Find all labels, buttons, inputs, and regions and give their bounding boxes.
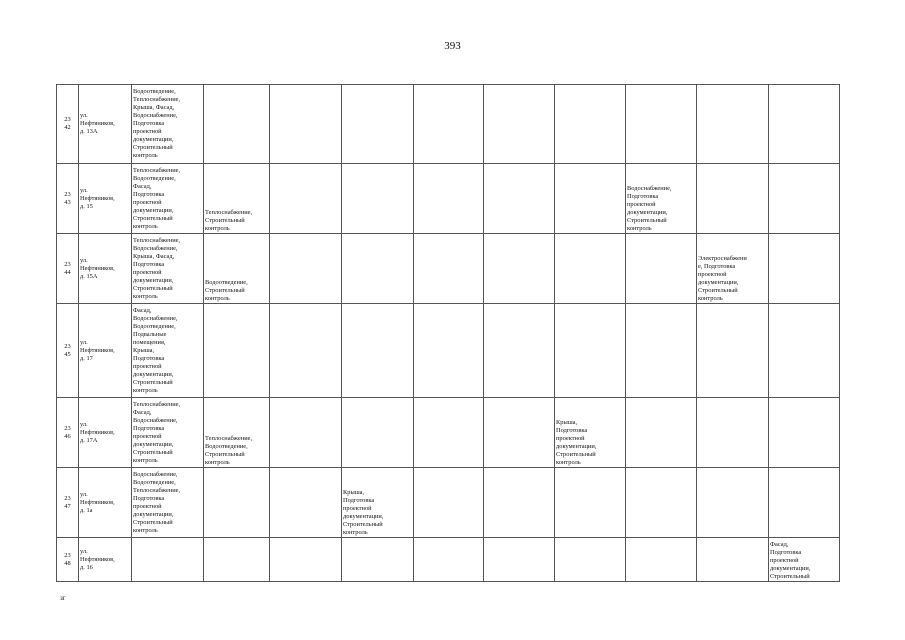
- address-text: ул. Нефтяников, д. 1а: [80, 490, 115, 514]
- work-cell: [414, 398, 484, 468]
- work-cell: [697, 398, 769, 468]
- work-cell: [769, 398, 840, 468]
- address-text: ул. Нефтяников, д. 17: [80, 338, 115, 362]
- table-row: [57, 164, 840, 234]
- work-cell: [270, 164, 342, 234]
- work-list-text: Теплоснабжение, Водоснабжение, Крыша, Фасад, Подготовка проектной документации, Строительный контроль: [133, 236, 181, 300]
- address-text: ул. Нефтяников, д. 15: [80, 186, 115, 210]
- work-cell: [484, 398, 555, 468]
- table-row: [57, 234, 840, 304]
- work-cell: [342, 234, 414, 304]
- table-row: [57, 398, 840, 468]
- work-cell: [769, 85, 840, 164]
- work-cell: [204, 234, 270, 304]
- table-row: [57, 304, 840, 398]
- work-cell: [342, 164, 414, 234]
- work-cell: [132, 164, 204, 234]
- work-cell: [414, 538, 484, 582]
- work-cell: [555, 468, 626, 538]
- row-number: 23 45: [64, 342, 71, 358]
- work-cell: [697, 85, 769, 164]
- work-cell: [204, 304, 270, 398]
- work-cell: [204, 538, 270, 582]
- work-list-text: Водоотведение, Теплоснабжение, Крыша, Фасад, Водоснабжение, Подготовка проектной документации, Строительный контроль: [133, 88, 181, 159]
- work-cell: [697, 164, 769, 234]
- work-cell: [204, 164, 270, 234]
- address-cell: [79, 538, 132, 582]
- row-number-cell: [57, 304, 79, 398]
- work-cell: [204, 398, 270, 468]
- work-cell: [270, 234, 342, 304]
- work-cell: [555, 164, 626, 234]
- row-number: 23 46: [64, 424, 71, 440]
- address-cell: [79, 468, 132, 538]
- work-cell: [555, 538, 626, 582]
- address-text: ул. Нефтяников, д. 15А: [80, 256, 115, 280]
- work-cell: [626, 234, 697, 304]
- row-number: 23 44: [64, 260, 71, 276]
- page-number: 393: [444, 40, 461, 52]
- work-list-text: Теплоснабжение, Водоотведение, Фасад, Подготовка проектной документации, Строительный контроль: [133, 166, 181, 230]
- work-cell: [414, 468, 484, 538]
- address-text: ул. Нефтяников, д. 16: [80, 547, 115, 571]
- table-row: [57, 538, 840, 582]
- work-cell: [132, 304, 204, 398]
- work-cell: [484, 164, 555, 234]
- row-number-cell: [57, 164, 79, 234]
- work-cell: [204, 85, 270, 164]
- work-cell: [204, 468, 270, 538]
- work-list-text: Теплоснабжение, Водоотведение, Строительный контроль: [205, 435, 253, 466]
- work-list-text: Водоотведение, Строительный контроль: [205, 279, 248, 302]
- work-cell: [626, 85, 697, 164]
- work-cell: [270, 304, 342, 398]
- work-list-text: Фасад, Водоснабжение, Водоотведение, Подвальные помещения, Крыша, Подготовка проектной документации, Строительный контроль: [133, 306, 178, 394]
- work-list-text: Электроснабжени е, Подготовка проектной документации, Строительный контроль: [698, 255, 747, 302]
- work-cell: [414, 85, 484, 164]
- work-cell: [132, 234, 204, 304]
- work-cell: [132, 538, 204, 582]
- row-number-cell: [57, 468, 79, 538]
- work-cell: [555, 234, 626, 304]
- work-cell: [555, 85, 626, 164]
- work-cell: [555, 398, 626, 468]
- work-list-text: Теплоснабжение, Строительный контроль: [205, 209, 253, 232]
- work-cell: [342, 468, 414, 538]
- work-cell: [484, 468, 555, 538]
- row-number: 23 43: [64, 190, 71, 206]
- work-cell: [626, 398, 697, 468]
- address-text: ул. Нефтяников, д. 13А: [80, 112, 115, 135]
- work-cell: [555, 304, 626, 398]
- address-cell: [79, 85, 132, 164]
- work-cell: [270, 468, 342, 538]
- work-list-text: Водоснабжение, Подготовка проектной документации, Строительный контроль: [627, 185, 672, 232]
- work-cell: [414, 164, 484, 234]
- work-cell: [697, 538, 769, 582]
- table-row: [57, 468, 840, 538]
- address-text: ул. Нефтяников, д. 17А: [80, 420, 115, 444]
- address-cell: [79, 398, 132, 468]
- work-list-text: Крыша, Подготовка проектной документации, Строительный контроль: [343, 489, 384, 536]
- work-cell: [132, 398, 204, 468]
- work-list-text: Водоснабжение, Водоотведение, Теплоснабжение, Подготовка проектной документации, Строительный контроль: [133, 470, 181, 534]
- row-number-cell: [57, 234, 79, 304]
- row-number: 23 48: [64, 551, 71, 567]
- work-cell: [697, 468, 769, 538]
- work-cell: [414, 234, 484, 304]
- work-cell: [626, 304, 697, 398]
- work-cell: [270, 398, 342, 468]
- work-list-text: Крыша, Подготовка проектной документации, Строительный контроль: [556, 419, 597, 466]
- work-cell: [484, 85, 555, 164]
- footer-mark: зг: [60, 594, 66, 602]
- work-cell: [626, 538, 697, 582]
- work-list-text: Теплоснабжение, Фасад, Водоснабжение, Подготовка проектной документации, Строительный контроль: [133, 400, 181, 464]
- work-cell: [342, 304, 414, 398]
- works-schedule-table: [56, 84, 840, 582]
- work-cell: [342, 538, 414, 582]
- work-cell: [769, 304, 840, 398]
- work-cell: [414, 304, 484, 398]
- work-cell: [132, 85, 204, 164]
- row-number: 23 47: [64, 494, 71, 510]
- address-cell: [79, 164, 132, 234]
- work-list-text: Фасад, Подготовка проектной документации, Строительный: [770, 541, 811, 580]
- work-cell: [697, 304, 769, 398]
- work-cell: [697, 234, 769, 304]
- table-body: [57, 85, 840, 582]
- work-cell: [769, 164, 840, 234]
- row-number: 23 42: [64, 116, 71, 131]
- row-number-cell: [57, 398, 79, 468]
- address-cell: [79, 234, 132, 304]
- work-cell: [626, 164, 697, 234]
- work-cell: [270, 538, 342, 582]
- work-cell: [769, 538, 840, 582]
- work-cell: [769, 468, 840, 538]
- work-cell: [769, 234, 840, 304]
- address-cell: [79, 304, 132, 398]
- work-cell: [132, 468, 204, 538]
- work-cell: [484, 234, 555, 304]
- work-cell: [484, 538, 555, 582]
- work-cell: [270, 85, 342, 164]
- work-cell: [484, 304, 555, 398]
- work-cell: [626, 468, 697, 538]
- row-number-cell: [57, 85, 79, 164]
- table-row: [57, 85, 840, 164]
- work-cell: [342, 85, 414, 164]
- row-number-cell: [57, 538, 79, 582]
- work-cell: [342, 398, 414, 468]
